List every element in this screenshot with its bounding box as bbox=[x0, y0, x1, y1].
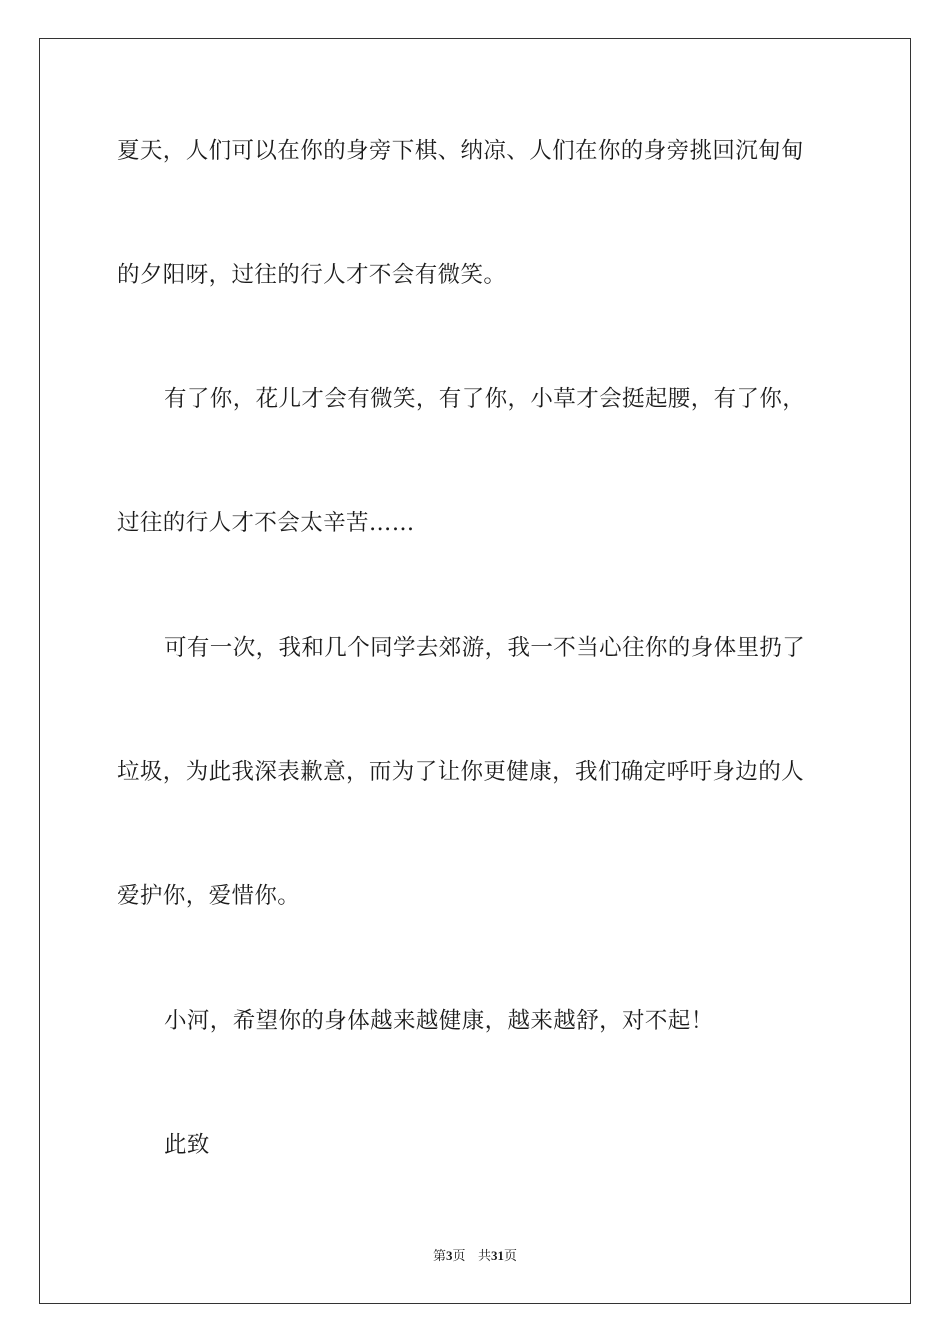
body-line-3: 有了你，花儿才会有微笑，有了你，小草才会挺起腰，有了你， bbox=[164, 386, 806, 412]
page-footer bbox=[0, 1247, 950, 1266]
body-line-2: 的夕阳呀，过往的行人才不会有微笑。 bbox=[117, 262, 507, 288]
closing-salutation: 此致 bbox=[164, 1132, 210, 1158]
body-line-5: 可有一次，我和几个同学去郊游，我一不当心往你的身体里扔了 bbox=[164, 635, 806, 661]
footer-page-suffix: 页 bbox=[452, 1249, 466, 1264]
footer-total-suffix: 页 bbox=[503, 1249, 517, 1264]
page-border bbox=[39, 38, 911, 1304]
body-line-6: 垃圾，为此我深表歉意，而为了让你更健康，我们确定呼吁身边的人 bbox=[117, 759, 805, 785]
body-line-4: 过往的行人才不会太辛苦…… bbox=[117, 510, 415, 536]
footer-total-pages: 31 bbox=[490, 1248, 504, 1263]
footer-current-page: 3 bbox=[446, 1248, 453, 1263]
body-line-1: 夏天，人们可以在你的身旁下棋、纳凉、人们在你的身旁挑回沉甸甸 bbox=[117, 138, 805, 164]
body-line-7: 爱护你，爱惜你。 bbox=[117, 883, 301, 909]
footer-page-prefix: 第 bbox=[433, 1249, 447, 1264]
footer-total-prefix: 共 bbox=[477, 1249, 491, 1264]
body-line-8: 小河，希望你的身体越来越健康，越来越舒，对不起！ bbox=[164, 1008, 714, 1034]
